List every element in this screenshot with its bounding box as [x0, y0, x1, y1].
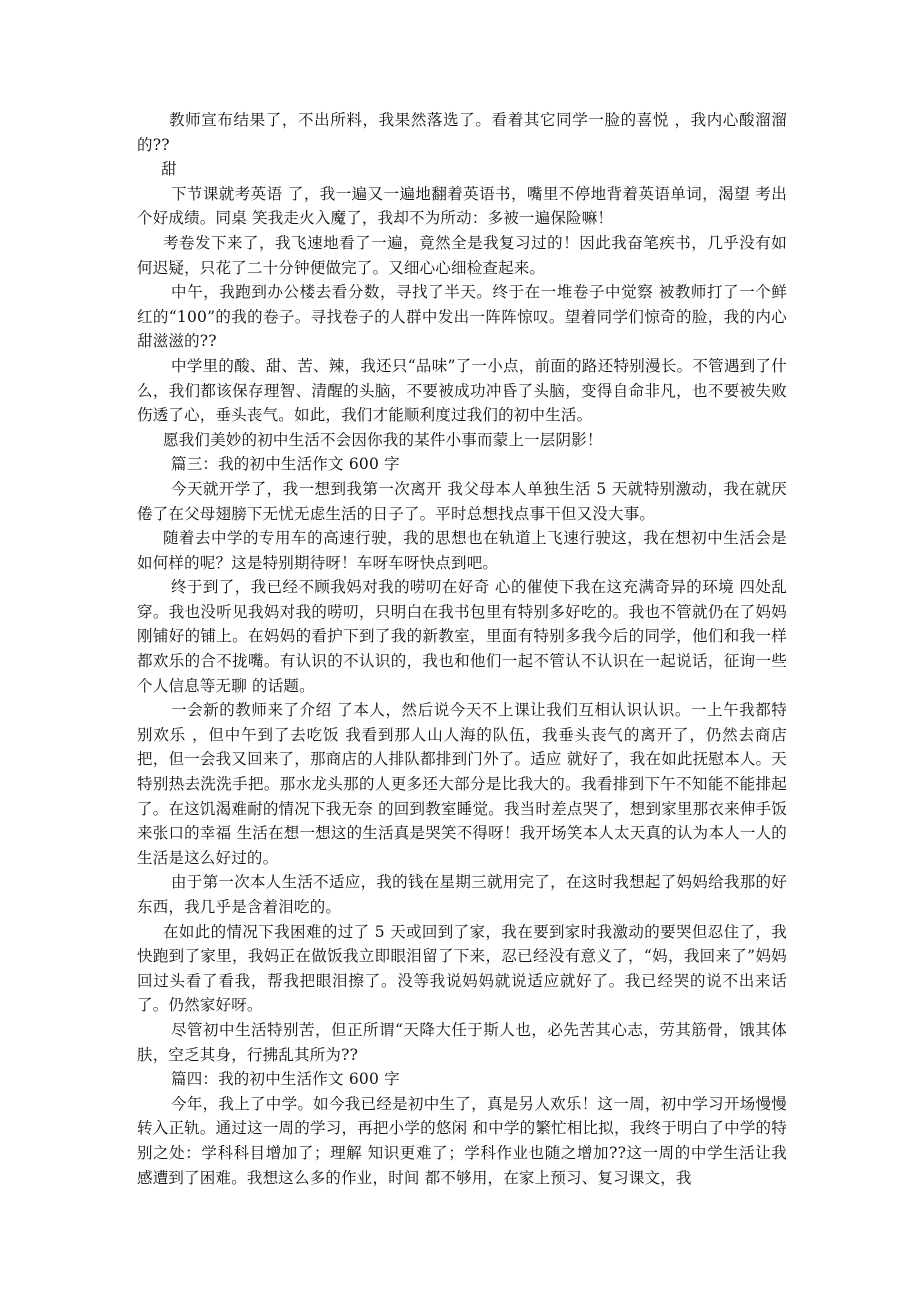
- paragraph: 愿我们美妙的初中生活不会因你我的某件小事而蒙上一层阴影！: [163, 430, 603, 449]
- paragraph: 由于第一次本人生活不适应，我的钱在星期三就用完了，在这时我想起了妈妈给我那的好东西，我几乎是含着泪吃的。: [137, 873, 787, 916]
- paragraph: 篇四：我的初中生活作文 600 字: [171, 1070, 400, 1089]
- paragraph: 甜: [161, 160, 177, 179]
- paragraph: 随着去中学的专用车的高速行驶，我的思想也在轨道上飞速行驶这，我在想初中生活会是如何样的呢？这是特别期待呀！车呀车呀快点到吧。: [137, 529, 787, 572]
- paragraph: 今天就开学了，我一想到我第一次离开 我父母本人单独生活 5 天就特别激动，我在就厌倦了在父母翅膀下无忧无虑生活的日子了。平时总想找点事干但又没大事。: [137, 479, 787, 523]
- paragraph: 今年，我上了中学。如今我已经是初中生了，真是另人欢乐！这一周，初中学习开场慢慢转入正轨。通过这一周的学习，再把小学的悠闲 和中学的繁忙相比拟，我终于明白了中学的特别之处：学科科目增加了；理解 知识更难了；学科作业也随之增加??这一周的中学生活让我感遭到了困难。我想这么多的作业，时间 都不够用，在家上预习、复习课文，我: [137, 1094, 787, 1187]
- paragraph: 终于到了，我已经不顾我妈对我的唠叨在好奇 心的催使下我在这充满奇异的环境 四处乱穿。我也没听见我妈对我的唠叨，只明白在我书包里有特别多好吃的。我也不管就仍在了妈妈刚铺好的铺上。在妈妈的看护下到了我的新教室，里面有特别多我今后的同学，他们和我一样都欢乐的合不拢嘴。有认识的不认识的，我也和他们一起不管认不认识在一起说话，征询一些个人信息等无聊 的话题。: [137, 578, 787, 695]
- paragraph: 在如此的情况下我困难的过了 5 天或回到了家，我在要到家时我激动的要哭但忍住了，我快跑到了家里，我妈正在做饭我立即眼泪留了下来，忍已经没有意义了，“妈，我回来了”妈妈回过头看了看我，帮我把眼泪擦了。没等我说妈妈就说适应就好了。我已经哭的说不出来话了。仍然家好呀。: [137, 922, 787, 1015]
- paragraph: 下节课就考英语 了，我一遍又一遍地翻着英语书，嘴里不停地背着英语单词，渴望 考出个好成绩。同桌 笑我走火入魔了，我却不为所动：多被一遍保险嘛！: [137, 184, 787, 228]
- paragraph: 教师宣布结果了，不出所料，我果然落选了。看着其它同学一脸的喜悦 ，我内心酸溜溜的??: [137, 111, 787, 154]
- document-body: [137, 108, 787, 1190]
- paragraph: 中学里的酸、甜、苦、辣，我还只“品味”了一小点，前面的路还特别漫长。不管遇到了什么，我们都该保存理智、清醒的头脑，不要被成功冲昏了头脑，变得自命非凡，也不要被失败 伤透了心，垂头丧气。如此，我们才能顺利度过我们的初中生活。: [137, 356, 787, 425]
- paragraph: 一会新的教师来了介绍 了本人，然后说今天不上课让我们互相认识认识。一上午我都特别欢乐 ，但中午到了去吃饭 我看到那人山人海的队伍，我垂头丧气的离开了，仍然去商店把，但一会我又回来了，那商店的人排队都排到门外了。适应 就好了，我在如此抚慰本人。天特别热去洗洗手把。那水龙头那的人更多还大部分是比我大的。我看排到下午不知能不能排起了。在这饥渴难耐的情况下我无奈 的回到教室睡觉。我当时差点哭了，想到家里那衣来伸手饭来张口的幸福 生活在想一想这的生活真是哭笑不得呀！我开场笑本人太天真的认为本人一人的生活是这么好过的。: [137, 701, 787, 867]
- paragraph: 篇三：我的初中生活作文 600 字: [171, 455, 400, 474]
- paragraph: 中午，我跑到办公楼去看分数，寻找了半天。终于在一堆卷子中觉察 被教师打了一个鲜红的“100”的我的卷子。寻找卷子的人群中发出一阵阵惊叹。望着同学们惊奇的脸，我的内心甜滋滋的??: [137, 283, 787, 351]
- paragraph: 考卷发下来了，我飞速地看了一遍，竟然全是我复习过的！因此我奋笔疾书，几乎没有如何迟疑，只花了二十分钟便做完了。又细心心细检查起来。: [137, 233, 787, 277]
- paragraph: 尽管初中生活特别苦，但正所谓“天降大任于斯人也，必先苦其心志，劳其筋骨，饿其体肤，空乏其身，行拂乱其所为??: [137, 1020, 787, 1064]
